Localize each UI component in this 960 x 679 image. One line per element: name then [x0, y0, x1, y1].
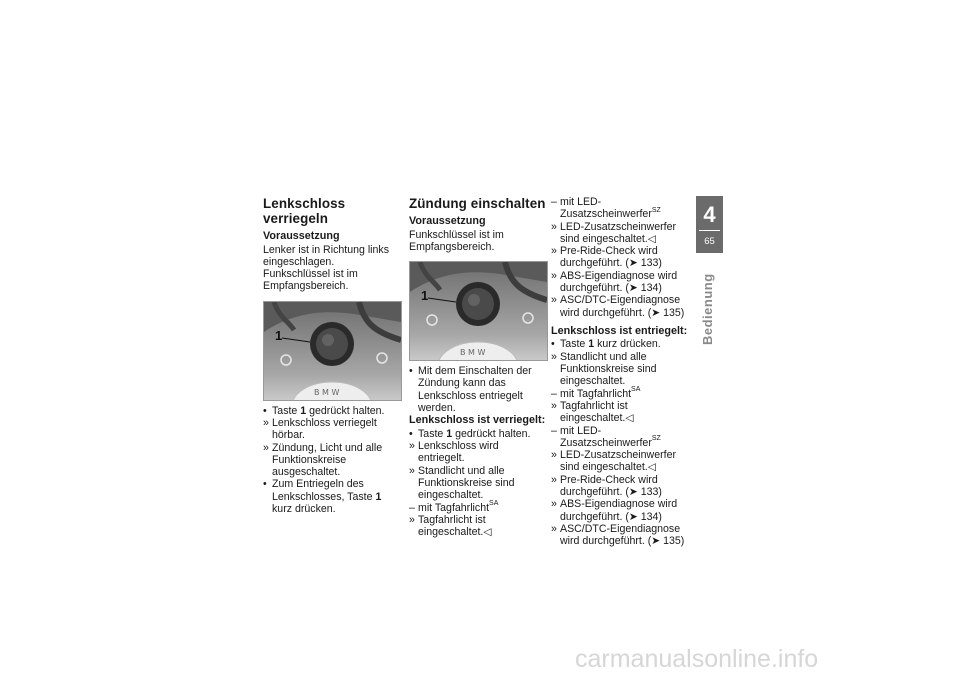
option-line: – mit LED-Zusatzscheinwerfer$^{SZ}$	[551, 424, 661, 449]
option-line: – mit LED-Zusatzscheinwerfer$^{SZ}$	[551, 196, 661, 221]
page-reference: (➤ 135)	[647, 306, 685, 319]
list-item: » Standlicht und alle Funktionskreise sind eingeschaltet.	[551, 350, 657, 388]
watermark: carmanualsonline.info	[575, 645, 819, 673]
keyless-button-photo	[263, 301, 402, 401]
list-item: » ASC/DTC-Eigendiagnose wird durchgeführt. (➤ 135)	[551, 294, 685, 319]
prerequisite-heading: Voraussetzung	[409, 215, 486, 227]
list-item: » Tagfahrlicht ist eingeschaltet.◁	[409, 513, 492, 539]
figure-label: 1	[421, 288, 429, 304]
list-item: • Taste 1 gedrückt halten.	[409, 427, 531, 440]
list-item: » Zündung, Licht und alle Funktionskreise ausgeschaltet.	[263, 441, 383, 479]
list-item: • Mit dem Einschalten der Zündung kann das Lenkschloss entriegelt werden.	[409, 365, 532, 414]
condition-heading: Lenkschloss ist verriegelt:	[409, 414, 546, 427]
svg-text:B M W: B M W	[314, 387, 340, 397]
chapter-tab	[696, 196, 723, 253]
list-item: » LED-Zusatzscheinwerfer sind eingeschaltet.◁	[551, 220, 676, 245]
list-item: • Taste 1 gedrückt halten.	[263, 404, 385, 417]
prerequisite-text: Lenker ist in Richtung links eingeschlagen. Funkschlüssel ist im Empfangsbereich.	[263, 243, 390, 293]
page-reference: (➤ 135)	[647, 535, 685, 548]
list-item: » Pre-Ride-Check wird durchgeführt. (➤ 133)	[551, 245, 662, 270]
section-title: Lenkschloss verriegeln	[263, 196, 346, 226]
column-continuation	[551, 196, 691, 548]
option-line: – mit Tagfahrlicht$^{SA}$	[551, 386, 641, 400]
step-list	[263, 405, 401, 516]
page-number: 65	[704, 236, 715, 247]
list-item: » ABS-Eigendiagnose wird durchgeführt. (➤ 134)	[551, 498, 678, 523]
list-item: » Lenkschloss wird entriegelt.	[409, 440, 499, 465]
page-reference: (➤ 134)	[625, 510, 662, 523]
figure-label: 1	[275, 327, 283, 343]
prerequisite-text: Funkschlüssel ist im Empfangsbereich.	[409, 228, 504, 253]
chapter-title: Bedienung	[700, 273, 715, 345]
keyless-button-photo	[409, 261, 548, 361]
column-lenkschloss-verriegeln	[263, 196, 401, 515]
chapter-number: 4	[703, 202, 716, 227]
column-zuendung-einschalten	[409, 196, 547, 538]
option-line: – mit Tagfahrlicht$^{SA}$	[409, 500, 499, 514]
page-reference: (➤ 134)	[625, 282, 662, 295]
section-title: Zündung einschalten	[409, 196, 546, 211]
list-item: • Zum Entriegeln des Lenkschlosses, Taste 1 kurz drücken.	[263, 478, 382, 516]
list-item: » LED-Zusatzscheinwerfer sind eingeschaltet.◁	[551, 449, 676, 474]
ignition-button-illustration	[264, 302, 401, 400]
list-item: » Lenkschloss verriegelt hörbar.	[263, 416, 377, 442]
list-item: » ABS-Eigendiagnose wird durchgeführt. (➤ 134)	[551, 269, 678, 295]
page-reference: (➤ 133)	[625, 257, 662, 270]
svg-text:B M W: B M W	[460, 348, 486, 358]
list-item: » ASC/DTC-Eigendiagnose wird durchgeführt. (➤ 135)	[551, 522, 685, 548]
page-reference: (➤ 133)	[625, 486, 662, 499]
prerequisite-heading: Voraussetzung	[263, 230, 340, 242]
list-item: » Tagfahrlicht ist eingeschaltet.◁	[551, 399, 634, 425]
list-item: » Pre-Ride-Check wird durchgeführt. (➤ 133)	[551, 473, 662, 499]
list-item: • Taste 1 kurz drücken.	[551, 338, 661, 351]
condition-heading: Lenkschloss ist entriegelt:	[551, 324, 688, 337]
list-item: » Standlicht und alle Funktionskreise sind eingeschaltet.	[409, 464, 515, 502]
ignition-button-illustration	[410, 262, 547, 360]
